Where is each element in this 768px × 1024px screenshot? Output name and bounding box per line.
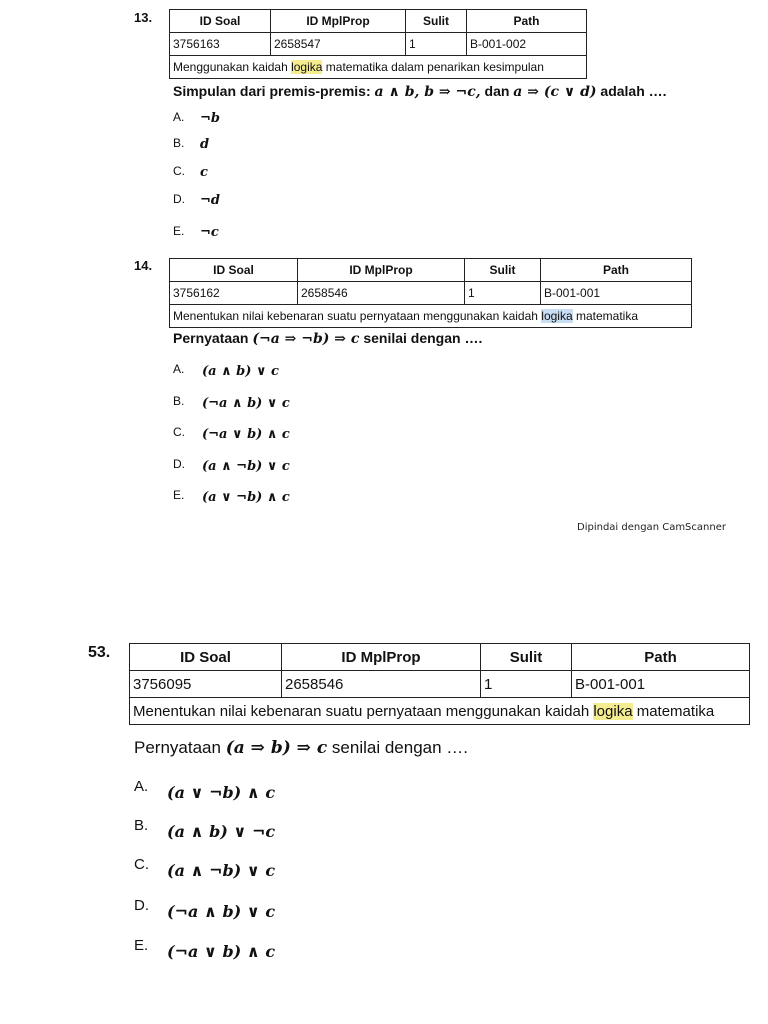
option-expression: (¬a ∧ b) ∨ c (167, 902, 276, 921)
table-header-row (130, 644, 750, 671)
col-header-id-mplprop: ID MplProp (282, 644, 481, 671)
option-expression: (a ∧ ¬b) ∨ c (167, 861, 276, 880)
option-a (173, 362, 279, 379)
col-header-path: Path (467, 10, 587, 33)
option-e (173, 488, 290, 505)
table-header-row (170, 10, 587, 33)
question-meta-table (129, 643, 750, 725)
id-soal-value: 3756095 (130, 671, 282, 698)
id-mplprop-value: 2658546 (298, 282, 465, 305)
col-header-id-soal: ID Soal (170, 259, 298, 282)
question-description (130, 698, 750, 725)
question-meta-table (169, 9, 587, 79)
col-header-path: Path (541, 259, 692, 282)
col-header-sulit: Sulit (465, 259, 541, 282)
path-value: B-001-001 (572, 671, 750, 698)
question-stem (173, 330, 482, 347)
sulit-value: 1 (481, 671, 572, 698)
stem-text: Simpulan dari premis-premis: (173, 83, 375, 99)
option-b (134, 817, 276, 841)
option-expression: d (200, 137, 210, 152)
question-number: 13. (134, 10, 153, 25)
option-expression: (a ∧ b) ∨ ¬c (167, 822, 276, 841)
id-mplprop-value: 2658547 (271, 33, 406, 56)
option-d (173, 192, 220, 208)
highlighted-word: logika (541, 309, 573, 323)
option-label: C. (173, 425, 185, 439)
option-label: D. (134, 897, 149, 914)
description-text: matematika (572, 309, 638, 323)
stem-text: Pernyataan (173, 330, 253, 346)
option-label: A. (134, 778, 149, 795)
option-expression: ¬b (200, 111, 220, 126)
highlighted-word: logika (593, 702, 633, 720)
option-label: A. (173, 362, 185, 376)
col-header-id-mplprop: ID MplProp (271, 10, 406, 33)
id-mplprop-value: 2658546 (282, 671, 481, 698)
option-expression: (a ∨ ¬b) ∧ c (167, 783, 276, 802)
option-expression: c (200, 165, 208, 180)
stem-math: a ⇒ (c ∨ d) (513, 84, 597, 100)
sulit-value: 1 (465, 282, 541, 305)
stem-math: (a ⇒ b) ⇒ c (225, 738, 328, 758)
option-c (173, 164, 208, 180)
path-value: B-001-001 (541, 282, 692, 305)
option-expression: (¬a ∨ b) ∧ c (202, 427, 290, 442)
option-label: C. (173, 164, 185, 178)
question-stem (134, 738, 468, 758)
stem-text: adalah …. (596, 83, 667, 99)
stem-text: senilai dengan …. (327, 738, 469, 757)
option-label: E. (134, 937, 149, 954)
option-expression: (a ∨ ¬b) ∧ c (202, 490, 290, 505)
col-header-id-soal: ID Soal (170, 10, 271, 33)
stem-math: (¬a ⇒ ¬b) ⇒ c (252, 331, 360, 347)
option-b (173, 136, 210, 152)
option-c (134, 856, 276, 880)
highlighted-word: logika (291, 60, 323, 74)
option-expression: (¬a ∨ b) ∧ c (167, 942, 276, 961)
option-e (134, 937, 276, 961)
stem-math: a ∧ b, b ⇒ ¬c, (374, 84, 481, 100)
option-label: E. (173, 224, 185, 238)
scanner-watermark: Dipindai dengan CamScanner (577, 522, 726, 533)
question-description (170, 305, 692, 328)
stem-text: Pernyataan (134, 738, 226, 757)
option-label: B. (134, 817, 149, 834)
col-header-id-soal: ID Soal (130, 644, 282, 671)
option-d (173, 457, 290, 474)
option-expression: (¬a ∧ b) ∨ c (202, 396, 290, 411)
id-soal-value: 3756163 (170, 33, 271, 56)
table-row (170, 33, 587, 56)
table-row (130, 671, 750, 698)
option-d (134, 897, 276, 921)
description-text: Menggunakan kaidah (173, 60, 292, 74)
path-value: B-001-002 (467, 33, 587, 56)
table-row-description (170, 56, 587, 79)
option-expression: (a ∧ ¬b) ∨ c (202, 459, 290, 474)
option-a (173, 110, 220, 126)
col-header-sulit: Sulit (406, 10, 467, 33)
question-number: 14. (134, 258, 153, 273)
question-number: 53. (88, 644, 111, 661)
question-description (170, 56, 587, 79)
option-expression: ¬d (200, 193, 220, 208)
option-label: C. (134, 856, 149, 873)
col-header-sulit: Sulit (481, 644, 572, 671)
description-text: Menentukan nilai kebenaran suatu pernyataan menggunakan kaidah (173, 309, 542, 323)
sulit-value: 1 (406, 33, 467, 56)
option-label: A. (173, 110, 185, 124)
table-row-description (170, 305, 692, 328)
question-stem (173, 83, 667, 100)
description-text: Menentukan nilai kebenaran suatu pernyataan menggunakan kaidah (133, 702, 594, 720)
stem-text: senilai dengan …. (359, 330, 483, 346)
option-expression: (a ∧ b) ∨ c (202, 364, 279, 379)
description-text: matematika (632, 702, 715, 720)
col-header-id-mplprop: ID MplProp (298, 259, 465, 282)
option-expression: ¬c (200, 225, 219, 240)
question-meta-table (169, 258, 692, 328)
option-label: D. (173, 457, 185, 471)
option-label: D. (173, 192, 185, 206)
option-c (173, 425, 290, 442)
option-label: B. (173, 136, 185, 150)
option-e (173, 224, 219, 240)
option-b (173, 394, 290, 411)
table-header-row (170, 259, 692, 282)
option-label: B. (173, 394, 185, 408)
table-row-description (130, 698, 750, 725)
option-label: E. (173, 488, 185, 502)
description-text: matematika dalam penarikan kesimpulan (322, 60, 544, 74)
id-soal-value: 3756162 (170, 282, 298, 305)
col-header-path: Path (572, 644, 750, 671)
stem-text: dan (480, 83, 514, 99)
table-row (170, 282, 692, 305)
option-a (134, 778, 276, 802)
